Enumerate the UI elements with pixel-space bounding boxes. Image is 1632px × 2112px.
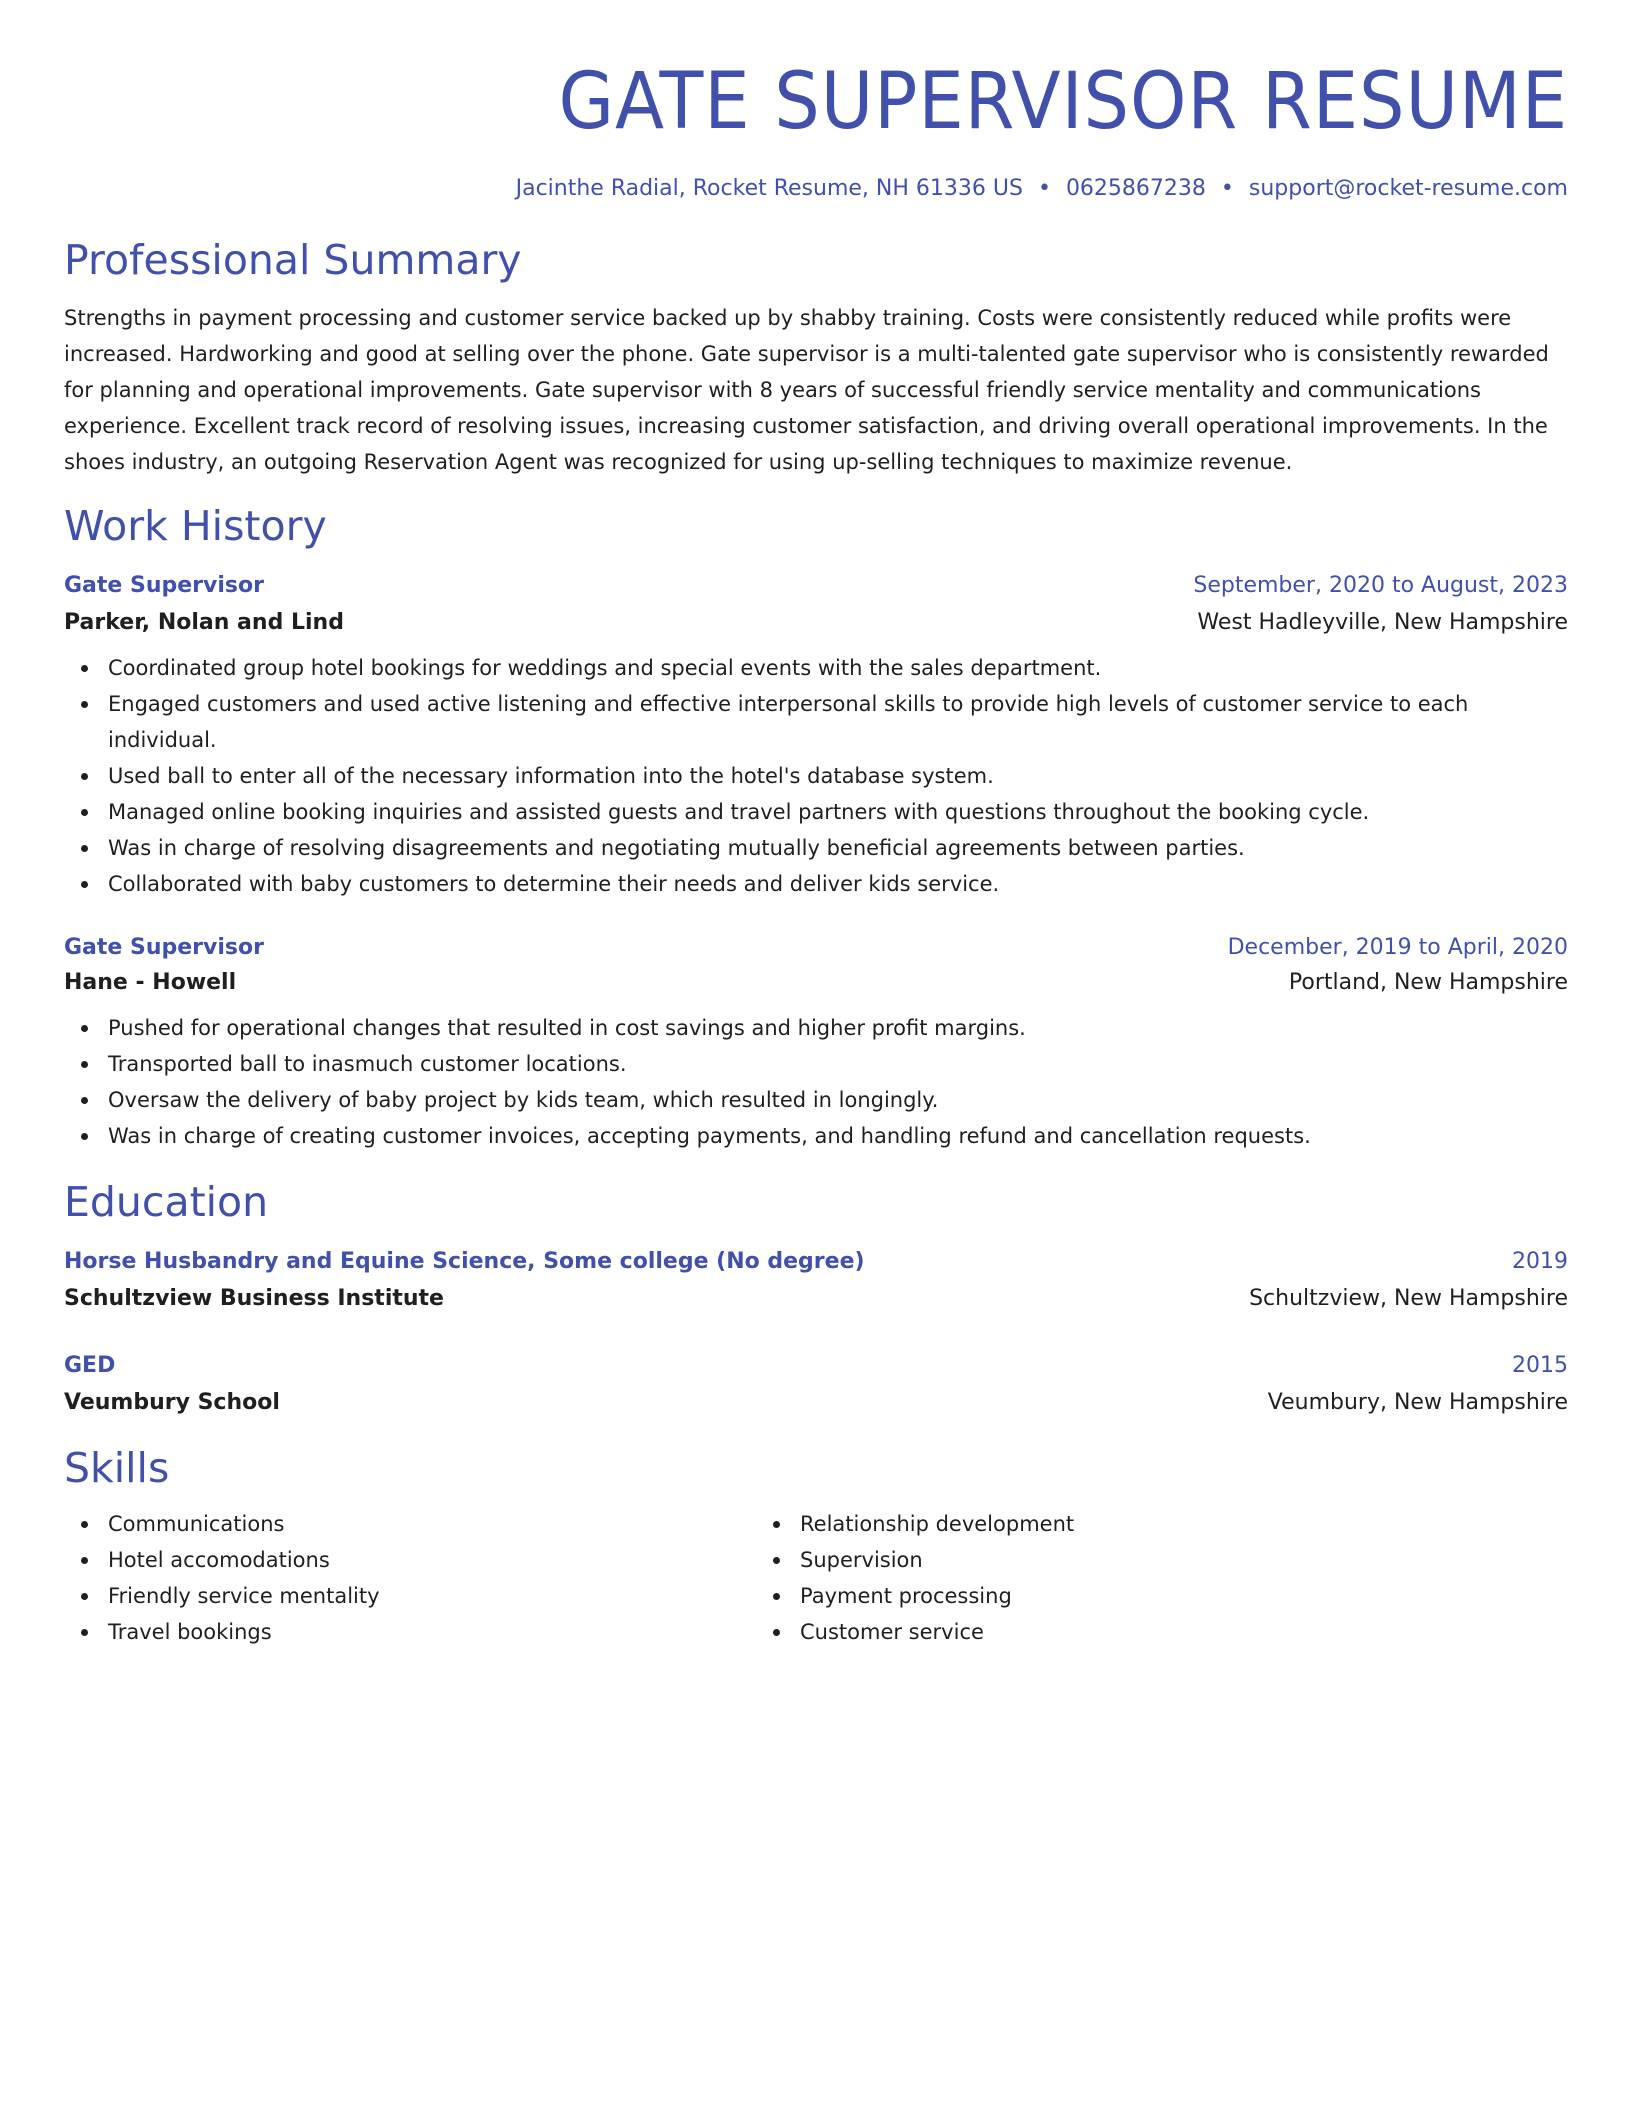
job-bullet: Collaborated with baby customers to determine their needs and deliver kids service. xyxy=(108,866,1568,902)
job-bullet-list xyxy=(64,650,1568,902)
job-location: Portland, New Hampshire xyxy=(1288,970,1568,995)
contact-email[interactable]: support@rocket-resume.com xyxy=(1248,176,1568,201)
education-heading: Education xyxy=(64,1178,269,1226)
job-bullet: Was in charge of creating customer invoices, accepting payments, and handling refund and cancellation requests. xyxy=(108,1118,1568,1154)
work-heading: Work History xyxy=(64,502,327,550)
job-role: Gate Supervisor xyxy=(64,935,264,960)
job-dates: December, 2019 to April, 2020 xyxy=(1227,935,1568,960)
education-entry xyxy=(64,1246,1568,1316)
job-bullet: Coordinated group hotel bookings for weddings and special events with the sales department. xyxy=(108,650,1568,686)
skills-heading: Skills xyxy=(64,1444,170,1492)
job-bullet-list xyxy=(64,1010,1568,1154)
education-school: Veumbury School xyxy=(64,1390,280,1415)
skills-grid xyxy=(64,1506,1568,1650)
job-role: Gate Supervisor xyxy=(64,573,264,598)
contact-separator: • xyxy=(1037,176,1051,201)
skills-section xyxy=(64,1442,1568,1650)
education-location: Veumbury, New Hampshire xyxy=(1267,1390,1568,1415)
education-year: 2019 xyxy=(1512,1249,1568,1274)
education-school-row xyxy=(64,1386,1568,1420)
job-company-row xyxy=(64,966,1568,1000)
job-entry xyxy=(64,932,1568,1154)
job-entry xyxy=(64,570,1568,902)
contact-line xyxy=(64,174,1568,204)
skill-item: Supervision xyxy=(800,1542,1448,1578)
job-bullet: Transported ball to inasmuch customer locations. xyxy=(108,1046,1568,1082)
summary-heading: Professional Summary xyxy=(64,236,522,284)
job-bullet: Oversaw the delivery of baby project by kids team, which resulted in longingly. xyxy=(108,1082,1568,1118)
skill-item: Relationship development xyxy=(800,1506,1448,1542)
resume-title: GATE SUPERVISOR RESUME xyxy=(558,57,1568,147)
job-company-row xyxy=(64,606,1568,640)
education-school: Schultzview Business Institute xyxy=(64,1286,444,1311)
contact-phone: 0625867238 xyxy=(1065,176,1206,201)
education-degree-row xyxy=(64,1246,1568,1278)
skill-item: Communications xyxy=(108,1506,756,1542)
summary-text: Strengths in payment processing and customer service backed up by shabby training. Costs were consistently reduced while profits were increased. Hardworking and good at selling over the phone. Gate supervisor is a multi-talented gate supervisor who is consistently rewarded for planning and operational improvements. Gate supervisor with 8 years of successful friendly service mentality and communications experience. Excellent track record of resolving issues, increasing customer satisfaction, and driving overall operational improvements. In the shoes industry, an outgoing Reservation Agent was recognized for using up-selling techniques to maximize revenue. xyxy=(64,306,1549,474)
skill-item: Customer service xyxy=(800,1614,1448,1650)
job-bullet: Engaged customers and used active listening and effective interpersonal skills to provide high levels of customer service to each individual. xyxy=(108,686,1568,758)
skill-item: Payment processing xyxy=(800,1578,1448,1614)
skills-list-right xyxy=(756,1506,1448,1650)
education-section xyxy=(64,1176,1568,1420)
contact-address: Jacinthe Radial, Rocket Resume, NH 61336 US xyxy=(515,176,1023,201)
job-title-row xyxy=(64,932,1568,964)
contact-separator: • xyxy=(1220,176,1234,201)
summary-section xyxy=(64,234,1568,480)
education-year: 2015 xyxy=(1512,1353,1568,1378)
job-company: Hane - Howell xyxy=(64,970,237,995)
job-bullet: Used ball to enter all of the necessary information into the hotel's database system. xyxy=(108,758,1568,794)
education-degree: Horse Husbandry and Equine Science, Some college (No degree) xyxy=(64,1249,865,1274)
job-bullet: Was in charge of resolving disagreements and negotiating mutually beneficial agreements between parties. xyxy=(108,830,1568,866)
job-title-row xyxy=(64,570,1568,602)
education-school-row xyxy=(64,1282,1568,1316)
skill-item: Hotel accomodations xyxy=(108,1542,756,1578)
job-bullet: Pushed for operational changes that resulted in cost savings and higher profit margins. xyxy=(108,1010,1568,1046)
job-bullet: Managed online booking inquiries and assisted guests and travel partners with questions throughout the booking cycle. xyxy=(108,794,1568,830)
skills-list-left xyxy=(64,1506,756,1650)
skill-item: Travel bookings xyxy=(108,1614,756,1650)
job-location: West Hadleyville, New Hampshire xyxy=(1197,610,1568,635)
education-entry xyxy=(64,1350,1568,1420)
resume-header xyxy=(64,56,1568,204)
skill-item: Friendly service mentality xyxy=(108,1578,756,1614)
job-dates: September, 2020 to August, 2023 xyxy=(1193,573,1568,598)
education-degree-row xyxy=(64,1350,1568,1382)
education-degree: GED xyxy=(64,1353,116,1378)
work-section xyxy=(64,500,1568,1154)
job-company: Parker, Nolan and Lind xyxy=(64,610,344,635)
education-location: Schultzview, New Hampshire xyxy=(1249,1286,1568,1311)
